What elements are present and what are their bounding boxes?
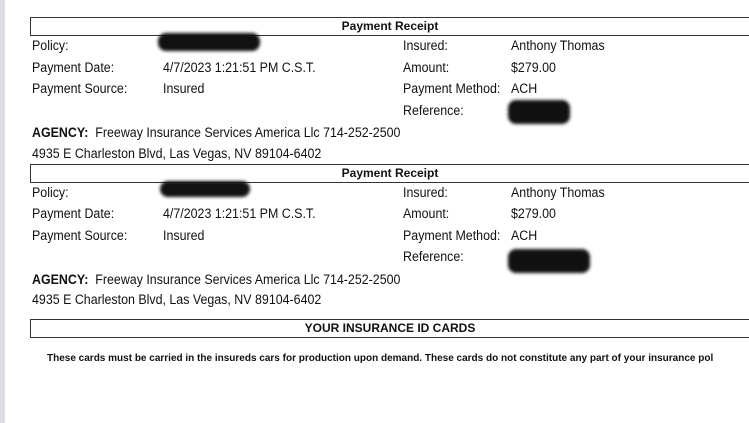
amount-value: $279.00 [511, 206, 556, 221]
payment-method-value: ACH [511, 81, 538, 96]
agency-value: Freeway Insurance Services America Llc 714-252-2500 [95, 272, 401, 287]
insured-label: Insured: [403, 38, 448, 53]
payment-source-label: Payment Source: [32, 81, 128, 96]
payment-method-value: ACH [511, 228, 538, 243]
agency-line [32, 272, 400, 287]
agency-label: AGENCY: [32, 125, 89, 140]
id-cards-note: These cards must be carried in the insureds cars for production upon demand. These cards do not constitute any part of your insurance pol [47, 353, 714, 364]
payment-method-label: Payment Method: [403, 81, 501, 96]
payment-date-value: 4/7/2023 1:21:51 PM C.S.T. [163, 206, 316, 221]
agency-value: Freeway Insurance Services America Llc 714-252-2500 [95, 125, 401, 140]
redacted-reference [508, 249, 590, 273]
agency-address: 4935 E Charleston Blvd, Las Vegas, NV 89104-6402 [32, 292, 322, 307]
receipt-header: Payment Receipt [30, 164, 749, 183]
receipt-header: Payment Receipt [30, 17, 749, 36]
payment-date-label: Payment Date: [32, 60, 115, 75]
reference-label: Reference: [403, 249, 464, 264]
agency-line [32, 125, 400, 140]
insured-label: Insured: [403, 185, 448, 200]
insured-value: Anthony Thomas [511, 185, 605, 200]
payment-source-label: Payment Source: [32, 228, 128, 243]
payment-source-value: Insured [163, 81, 205, 96]
payment-date-value: 4/7/2023 1:21:51 PM C.S.T. [163, 60, 316, 75]
amount-value: $279.00 [511, 60, 556, 75]
id-cards-header: YOUR INSURANCE ID CARDS [30, 319, 749, 338]
amount-label: Amount: [403, 206, 450, 221]
agency-label: AGENCY: [32, 272, 89, 287]
payment-source-value: Insured [163, 228, 205, 243]
insured-value: Anthony Thomas [511, 38, 605, 53]
redacted-reference [508, 100, 570, 124]
amount-label: Amount: [403, 60, 450, 75]
agency-address: 4935 E Charleston Blvd, Las Vegas, NV 89104-6402 [32, 146, 322, 161]
payment-method-label: Payment Method: [403, 228, 501, 243]
policy-label: Policy: [32, 185, 69, 200]
redacted-policy-number [158, 33, 260, 51]
redacted-policy-number [160, 181, 250, 197]
reference-label: Reference: [403, 103, 464, 118]
payment-date-label: Payment Date: [32, 206, 115, 221]
policy-label: Policy: [32, 38, 69, 53]
page-edge [0, 0, 5, 423]
